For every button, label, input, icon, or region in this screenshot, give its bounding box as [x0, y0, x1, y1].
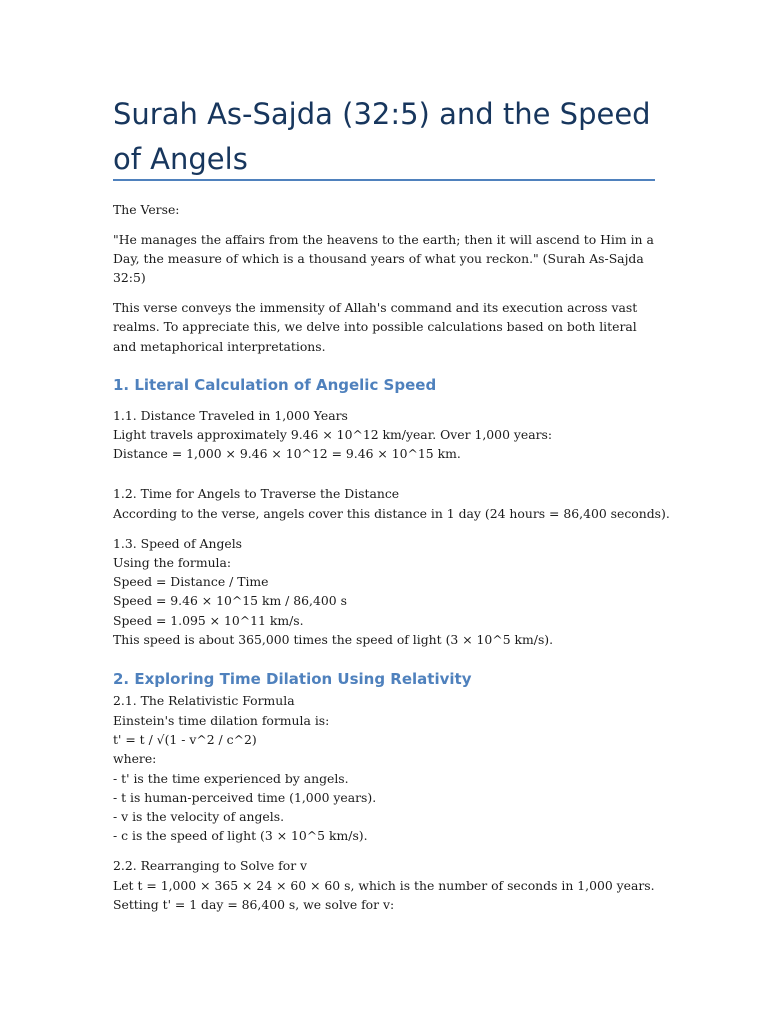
text-line: - v is the velocity of angels.: [113, 809, 285, 825]
text-line: 1.2. Time for Angels to Traverse the Distance: [113, 486, 400, 502]
text-line: 2.1. The Relativistic Formula: [113, 693, 295, 709]
text-line: 2.2. Rearranging to Solve for v: [113, 858, 308, 874]
text-line: Einstein's time dilation formula is:: [113, 712, 330, 728]
text-line: t' = t / √(1 - v^2 / c^2): [113, 731, 257, 747]
section-2-1-block: [113, 691, 658, 845]
document-body: [113, 200, 670, 914]
verse-label: The Verse:: [113, 202, 180, 217]
document-title: Surah As-Sajda (32:5) and the Speed of Angels: [113, 97, 651, 176]
section-1-2-block: [113, 484, 670, 523]
text-line: According to the verse, angels cover this distance in 1 day (24 hours = 86,400 seconds).: [113, 505, 670, 521]
text-line: Distance = 1,000 × 9.46 × 10^12 = 9.46 × 10^15 km.: [113, 446, 461, 462]
text-line: Speed = Distance / Time: [113, 574, 269, 590]
text-line: where:: [113, 751, 157, 767]
section-1-heading: 1. Literal Calculation of Angelic Speed: [113, 376, 437, 395]
text-line: Using the formula:: [113, 554, 232, 570]
text-line: This speed is about 365,000 times the speed of light (3 × 10^5 km/s).: [113, 632, 554, 648]
text-line: - t' is the time experienced by angels.: [113, 770, 349, 786]
text-line: Light travels approximately 9.46 × 10^12 km/year. Over 1,000 years:: [113, 426, 553, 442]
verse-quote: "He manages the affairs from the heavens to the earth; then it will ascend to Him in a Day, the measure of which is a thousand years of what you reckon." (Surah As-Sajda 32:5): [113, 231, 654, 286]
text-line: 1.1. Distance Traveled in 1,000 Years: [113, 407, 348, 423]
text-line: - t is human-perceived time (1,000 years).: [113, 789, 377, 805]
text-line: Speed = 1.095 × 10^11 km/s.: [113, 612, 304, 628]
text-line: - c is the speed of light (3 × 10^5 km/s).: [113, 828, 368, 844]
intro-paragraph: This verse conveys the immensity of Allah's command and its execution across vast realms. To appreciate this, we delve into possible calculations based on both literal and metaphorical interpretations.: [113, 300, 638, 354]
text-paragraph: Let t = 1,000 × 365 × 24 × 60 × 60 s, which is the number of seconds in 1,000 years. Setting t' = 1 day = 86,400 s, we solve for v:: [113, 877, 655, 912]
section-2-2-block: [113, 856, 658, 914]
text-line: 1.3. Speed of Angels: [113, 535, 243, 551]
section-2-heading: 2. Exploring Time Dilation Using Relativity: [113, 670, 472, 689]
title-underline: [113, 179, 655, 181]
text-line: Speed = 9.46 × 10^15 km / 86,400 s: [113, 593, 347, 609]
section-1-3-block: [113, 534, 658, 650]
